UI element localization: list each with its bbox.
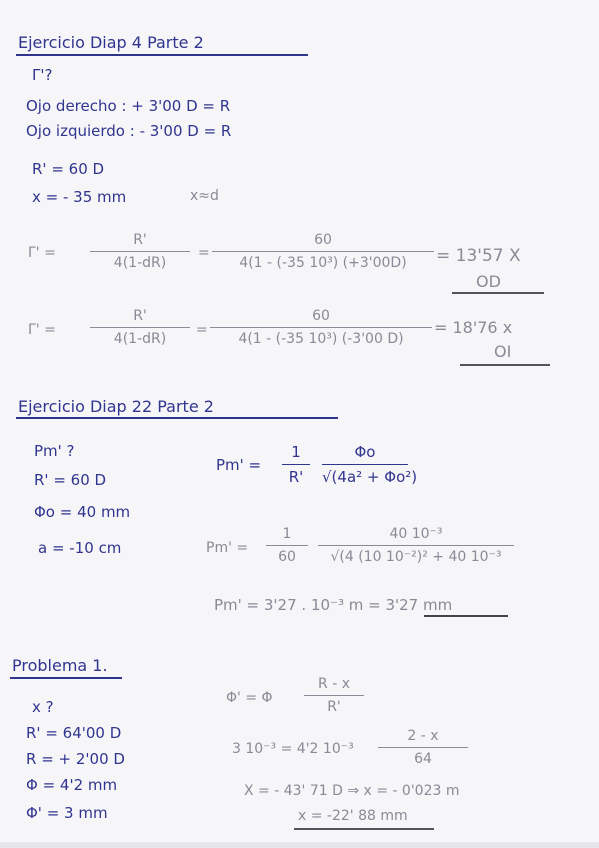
ex1-f1-result: = 13'57 X — [436, 246, 521, 266]
fraction-bar — [322, 464, 408, 465]
ex1-formula-1-fraction — [90, 232, 190, 271]
p1-result-line: X = - 43' 71 D ⇒ x = - 0'023 m — [244, 783, 460, 799]
ex2-formula-fraction-2 — [322, 443, 418, 486]
ex1-f2-equals: = — [196, 322, 208, 338]
p1-f1-denominator: R' — [327, 699, 341, 715]
fraction-bar — [318, 545, 514, 546]
exercise-2-given-phi: Φo = 40 mm — [34, 503, 131, 521]
p1-formula-fraction — [304, 676, 364, 715]
ex1-f1-denominator: 4(1-dR) — [113, 255, 167, 271]
fraction-bar — [282, 464, 310, 465]
ex1-f1-eye-tag: OD — [476, 272, 501, 291]
p1-f2-denominator: 64 — [414, 751, 432, 767]
p1-final-result: x = -22' 88 mm — [298, 808, 408, 824]
p1-substitution-fraction — [378, 728, 468, 767]
exercise-1-note: x≈d — [190, 188, 219, 204]
p1-f2-numerator: 2 - x — [407, 728, 439, 744]
problem-1-title: Problema 1. — [12, 656, 108, 675]
ex2-f1-denominator: R' — [288, 468, 304, 486]
ex1-f1-numerator: R' — [133, 232, 147, 248]
exercise-1-given-x: x = - 35 mm — [32, 188, 127, 206]
fraction-bar — [212, 251, 434, 252]
ex1-formula-2-lhs: Γ' = — [28, 322, 56, 338]
ex1-formula-2-fraction — [90, 308, 190, 347]
ex1-formula-2-fraction-2 — [210, 308, 432, 347]
ex2-result: Pm' = 3'27 . 10⁻³ m = 3'27 mm — [214, 596, 453, 614]
exercise-1-given-r-prime: R' = 60 D — [32, 160, 105, 178]
ex2-f2-denominator: 60 — [278, 549, 296, 565]
ex1-f2-denominator: 4(1-dR) — [113, 331, 167, 347]
exercise-1-question: Γ'? — [32, 66, 53, 84]
ex2-f2-denominator-2: √(4 (10 10⁻²)² + 40 10⁻³ — [330, 549, 502, 565]
ex2-formula-fraction-1 — [282, 443, 310, 486]
exercise-1-title: Ejercicio Diap 4 Parte 2 — [18, 33, 204, 52]
fraction-bar — [378, 747, 468, 748]
fraction-bar — [210, 327, 432, 328]
ex1-f2-denominator-2: 4(1 - (-35 10³) (-3'00 D) — [238, 331, 404, 347]
ex2-f1-numerator: 1 — [291, 443, 301, 461]
ex2-f2-numerator: 1 — [282, 526, 292, 542]
ex2-f1-denominator-2: √(4a² + Φo²) — [322, 468, 418, 486]
ex1-f1-result-underline — [452, 292, 544, 294]
ex1-f1-denominator-2: 4(1 - (-35 10³) (+3'00D) — [239, 255, 407, 271]
ex2-substitution-fraction-2 — [318, 526, 514, 565]
page-bottom-edge — [0, 842, 599, 848]
ex1-f2-numerator-2: 60 — [312, 308, 330, 324]
problem-1-given-phi: Φ = 4'2 mm — [26, 776, 118, 794]
p1-formula-lhs: Φ' = Φ — [226, 690, 273, 706]
ex1-f1-equals: = — [198, 245, 210, 261]
problem-1-given-phi-prime: Φ' = 3 mm — [26, 804, 108, 822]
exercise-1-given-right-eye: Ojo derecho : + 3'00 D = R — [26, 97, 231, 115]
exercise-1-underline — [16, 54, 308, 56]
problem-1-underline — [10, 677, 122, 679]
ex1-f2-result-underline — [460, 364, 550, 366]
fraction-bar — [266, 545, 308, 546]
ex2-result-underline — [424, 615, 508, 617]
fraction-bar — [90, 327, 190, 328]
ex2-substitution-lhs: Pm' = — [206, 540, 249, 556]
problem-1-given-r-prime: R' = 64'00 D — [26, 724, 122, 742]
exercise-2-underline — [16, 417, 338, 419]
fraction-bar — [304, 695, 364, 696]
ex2-f2-numerator-2: 40 10⁻³ — [389, 526, 443, 542]
ex1-f1-numerator-2: 60 — [314, 232, 332, 248]
exercise-2-given-a: a = -10 cm — [38, 539, 122, 557]
problem-1-question: x ? — [32, 698, 54, 716]
exercise-1-given-left-eye: Ojo izquierdo : - 3'00 D = R — [26, 122, 232, 140]
ex1-formula-1-lhs: Γ' = — [28, 245, 56, 261]
ex2-substitution-fraction-1 — [266, 526, 308, 565]
exercise-2-given-r-prime: R' = 60 D — [34, 471, 107, 489]
ex2-f1-numerator-2: Φo — [354, 443, 376, 461]
ex1-formula-1-fraction-2 — [212, 232, 434, 271]
exercise-2-title: Ejercicio Diap 22 Parte 2 — [18, 397, 214, 416]
ex1-f2-eye-tag: OI — [494, 342, 512, 361]
p1-substitution-lhs: 3 10⁻³ = 4'2 10⁻³ — [232, 741, 354, 757]
problem-1-given-r: R = + 2'00 D — [26, 750, 125, 768]
p1-final-underline — [294, 828, 434, 830]
fraction-bar — [90, 251, 190, 252]
ex2-formula-lhs: Pm' = — [216, 456, 262, 474]
ex1-f2-result: = 18'76 x — [434, 318, 513, 337]
p1-f1-numerator: R - x — [318, 676, 350, 692]
exercise-2-question: Pm' ? — [34, 442, 75, 460]
ex1-f2-numerator: R' — [133, 308, 147, 324]
